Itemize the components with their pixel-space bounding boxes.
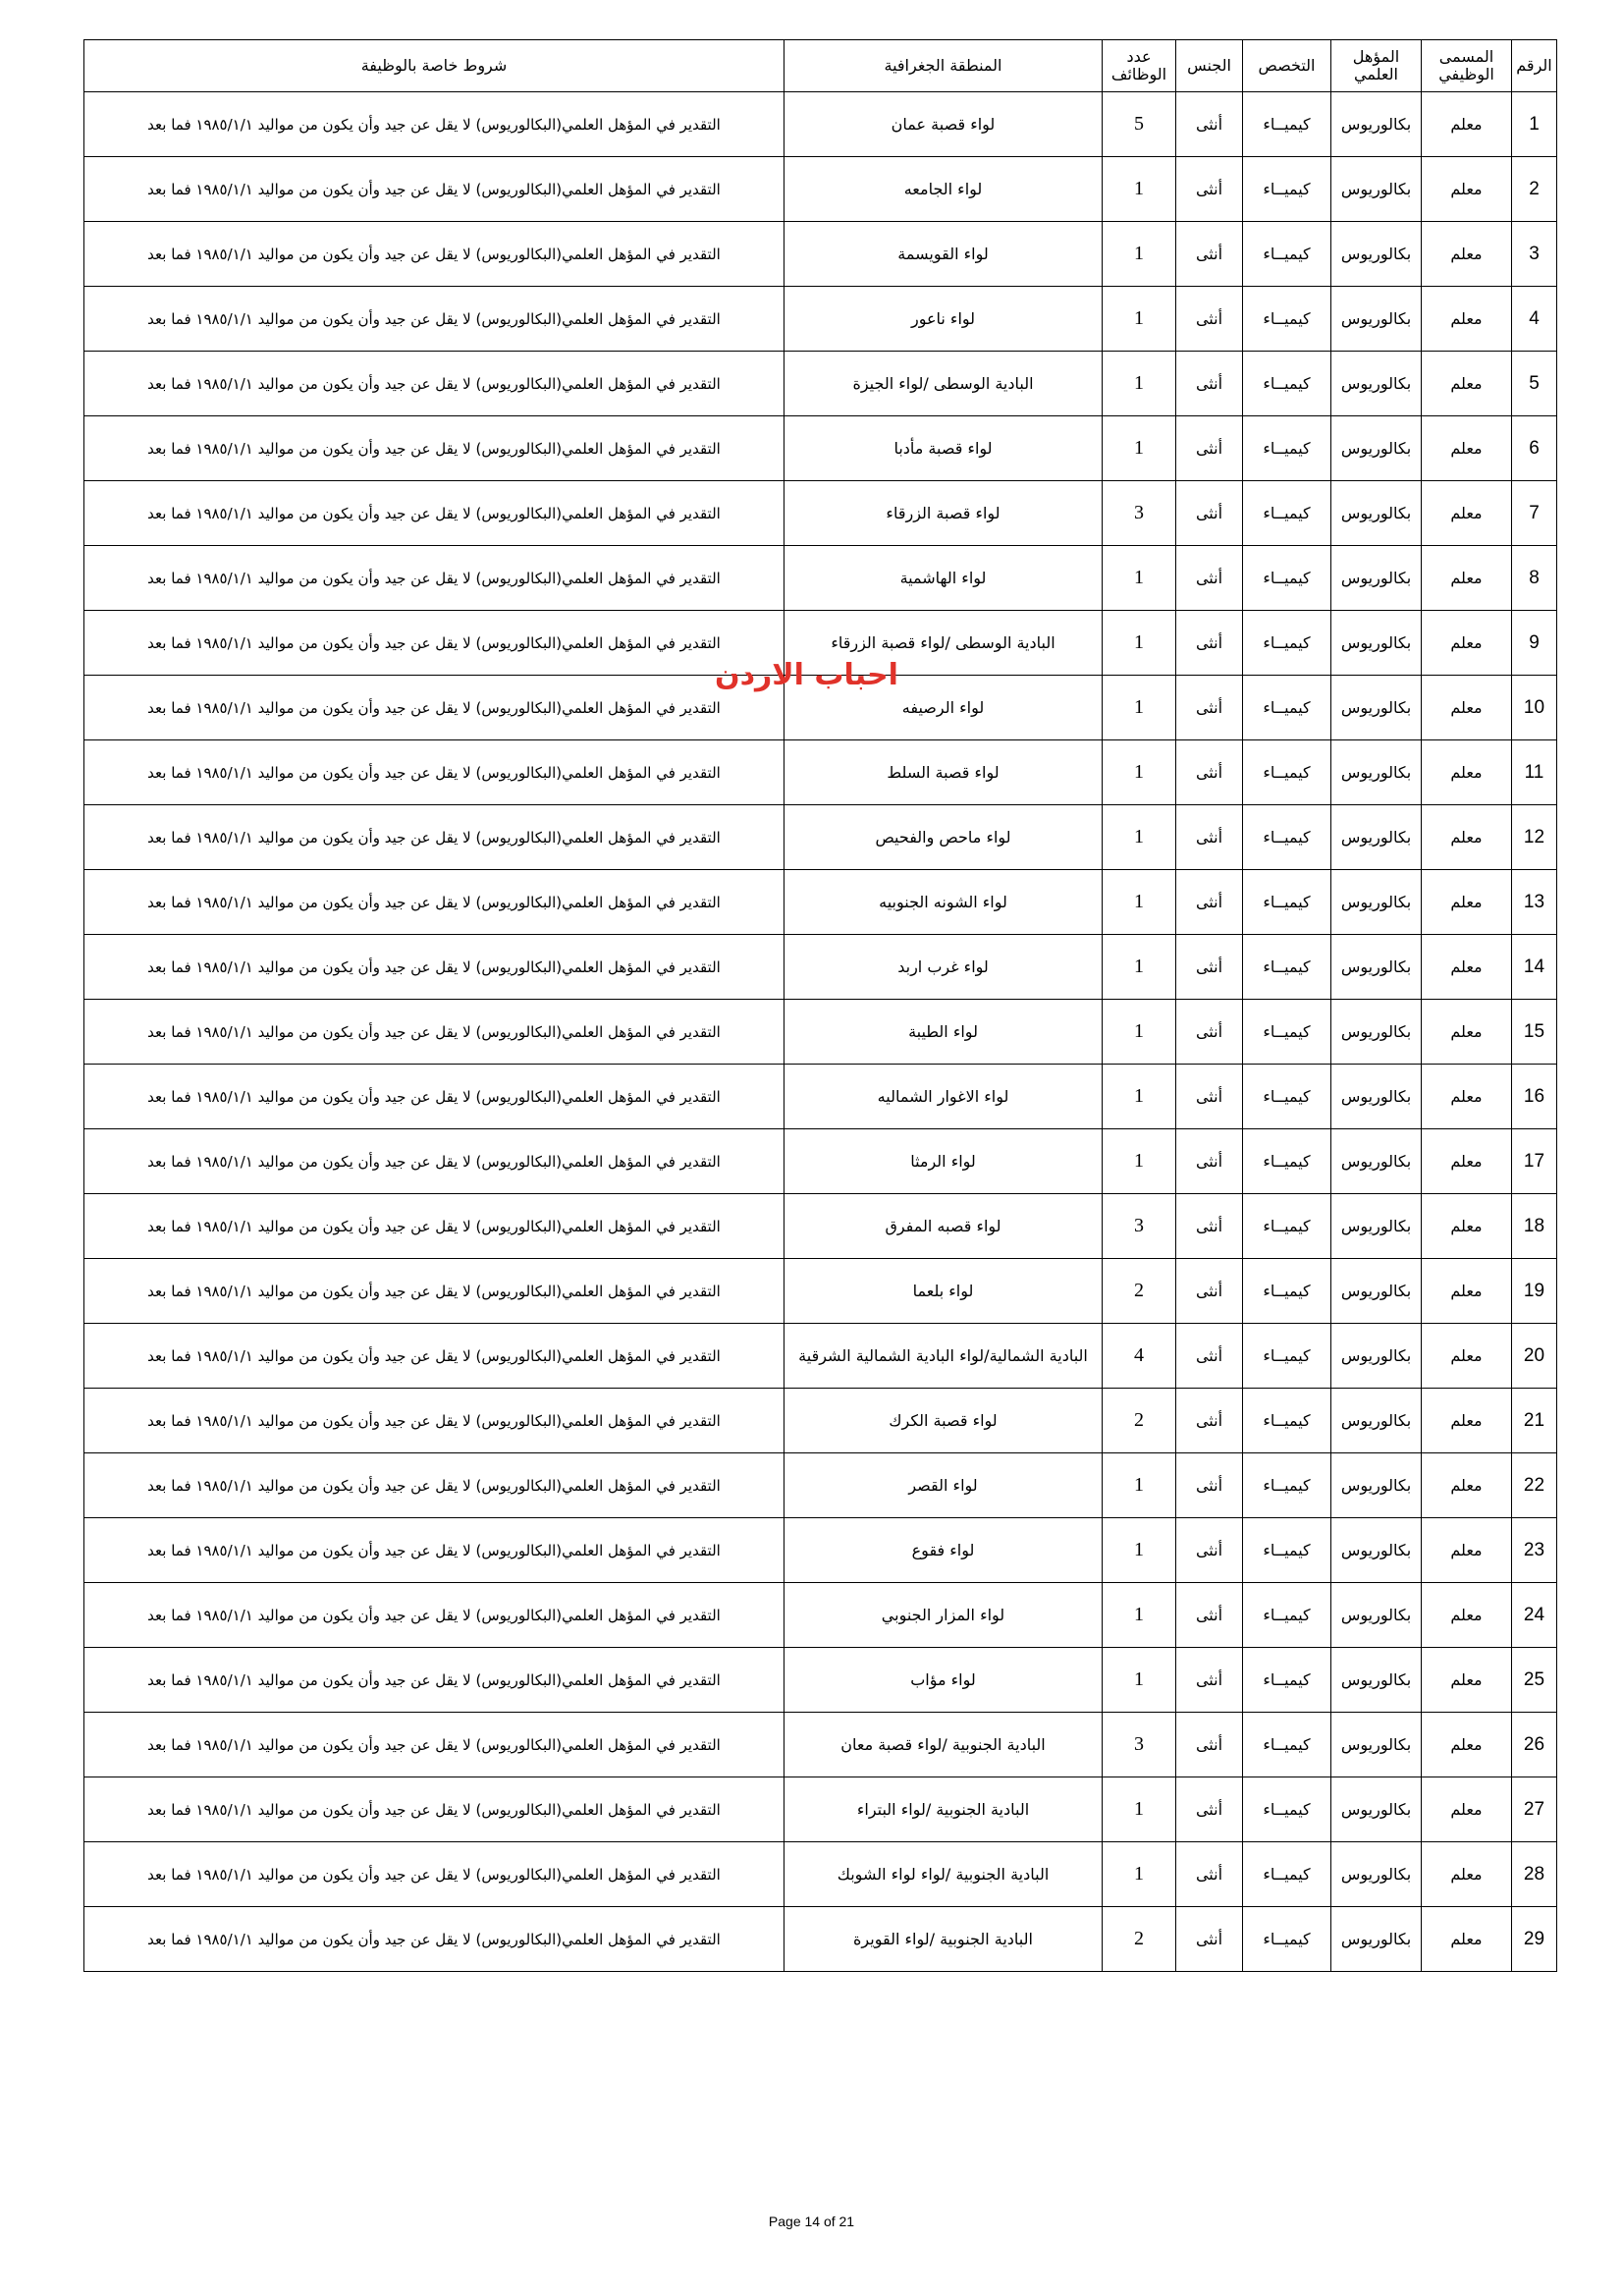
cell-region: لواء قصبة مأدبا [784, 416, 1103, 481]
cell-job-title: معلم [1422, 1324, 1512, 1389]
cell-number: 14 [1512, 935, 1557, 1000]
cell-number: 19 [1512, 1259, 1557, 1324]
cell-gender: أنثى [1176, 935, 1243, 1000]
cell-count: 1 [1103, 1129, 1176, 1194]
table-row [84, 1065, 1557, 1129]
cell-gender: أنثى [1176, 1518, 1243, 1583]
cell-qualification: بكالوريوس [1331, 1907, 1422, 1972]
cell-conditions: التقدير في المؤهل العلمي(البكالوريوس) لا يقل عن جيد وأن يكون من مواليد ١٩٨٥/١/١ فما بعد [84, 1389, 784, 1453]
cell-gender: أنثى [1176, 416, 1243, 481]
table-row [84, 1583, 1557, 1648]
table-row [84, 222, 1557, 287]
cell-conditions: التقدير في المؤهل العلمي(البكالوريوس) لا يقل عن جيد وأن يكون من مواليد ١٩٨٥/١/١ فما بعد [84, 352, 784, 416]
cell-job-title: معلم [1422, 1842, 1512, 1907]
cell-region: لواء مؤاب [784, 1648, 1103, 1713]
cell-conditions: التقدير في المؤهل العلمي(البكالوريوس) لا يقل عن جيد وأن يكون من مواليد ١٩٨٥/١/١ فما بعد [84, 1129, 784, 1194]
header-qualification: المؤهل العلمي [1331, 40, 1422, 92]
cell-job-title: معلم [1422, 416, 1512, 481]
cell-qualification: بكالوريوس [1331, 1583, 1422, 1648]
cell-job-title: معلم [1422, 1259, 1512, 1324]
cell-count: 1 [1103, 1000, 1176, 1065]
cell-number: 24 [1512, 1583, 1557, 1648]
cell-region: لواء ناعور [784, 287, 1103, 352]
cell-number: 6 [1512, 416, 1557, 481]
cell-gender: أنثى [1176, 1713, 1243, 1777]
cell-conditions: التقدير في المؤهل العلمي(البكالوريوس) لا يقل عن جيد وأن يكون من مواليد ١٩٨٥/١/١ فما بعد [84, 416, 784, 481]
table-row [84, 287, 1557, 352]
cell-specialization: كيميــاء [1243, 1065, 1331, 1129]
cell-job-title: معلم [1422, 1194, 1512, 1259]
cell-conditions: التقدير في المؤهل العلمي(البكالوريوس) لا يقل عن جيد وأن يكون من مواليد ١٩٨٥/١/١ فما بعد [84, 157, 784, 222]
cell-count: 1 [1103, 1453, 1176, 1518]
cell-region: لواء قصبه المفرق [784, 1194, 1103, 1259]
cell-conditions: التقدير في المؤهل العلمي(البكالوريوس) لا يقل عن جيد وأن يكون من مواليد ١٩٨٥/١/١ فما بعد [84, 1907, 784, 1972]
cell-region: البادية الوسطى /لواء الجيزة [784, 352, 1103, 416]
cell-region: لواء فقوع [784, 1518, 1103, 1583]
cell-qualification: بكالوريوس [1331, 805, 1422, 870]
cell-gender: أنثى [1176, 1324, 1243, 1389]
cell-qualification: بكالوريوس [1331, 352, 1422, 416]
cell-gender: أنثى [1176, 92, 1243, 157]
cell-count: 1 [1103, 352, 1176, 416]
cell-specialization: كيميــاء [1243, 1518, 1331, 1583]
cell-count: 3 [1103, 1713, 1176, 1777]
cell-region: لواء الرمثا [784, 1129, 1103, 1194]
cell-conditions: التقدير في المؤهل العلمي(البكالوريوس) لا يقل عن جيد وأن يكون من مواليد ١٩٨٥/١/١ فما بعد [84, 1777, 784, 1842]
cell-qualification: بكالوريوس [1331, 740, 1422, 805]
cell-count: 1 [1103, 935, 1176, 1000]
cell-number: 26 [1512, 1713, 1557, 1777]
cell-conditions: التقدير في المؤهل العلمي(البكالوريوس) لا يقل عن جيد وأن يكون من مواليد ١٩٨٥/١/١ فما بعد [84, 546, 784, 611]
cell-gender: أنثى [1176, 352, 1243, 416]
cell-conditions: التقدير في المؤهل العلمي(البكالوريوس) لا يقل عن جيد وأن يكون من مواليد ١٩٨٥/١/١ فما بعد [84, 1000, 784, 1065]
cell-number: 1 [1512, 92, 1557, 157]
cell-region: لواء ماحص والفحيص [784, 805, 1103, 870]
cell-qualification: بكالوريوس [1331, 870, 1422, 935]
cell-region: لواء قصبة السلط [784, 740, 1103, 805]
cell-count: 1 [1103, 1518, 1176, 1583]
table-row [84, 1518, 1557, 1583]
cell-qualification: بكالوريوس [1331, 676, 1422, 740]
cell-region: لواء القويسمة [784, 222, 1103, 287]
cell-qualification: بكالوريوس [1331, 1389, 1422, 1453]
cell-region: لواء الرصيفه [784, 676, 1103, 740]
cell-job-title: معلم [1422, 481, 1512, 546]
cell-region: لواء الاغوار الشماليه [784, 1065, 1103, 1129]
cell-number: 5 [1512, 352, 1557, 416]
cell-job-title: معلم [1422, 740, 1512, 805]
cell-gender: أنثى [1176, 1000, 1243, 1065]
watermark: احباب الاردن [715, 658, 898, 692]
cell-qualification: بكالوريوس [1331, 935, 1422, 1000]
table-row [84, 157, 1557, 222]
cell-gender: أنثى [1176, 1259, 1243, 1324]
cell-specialization: كيميــاء [1243, 1842, 1331, 1907]
cell-number: 7 [1512, 481, 1557, 546]
cell-gender: أنثى [1176, 1777, 1243, 1842]
cell-conditions: التقدير في المؤهل العلمي(البكالوريوس) لا يقل عن جيد وأن يكون من مواليد ١٩٨٥/١/١ فما بعد [84, 1583, 784, 1648]
cell-gender: أنثى [1176, 222, 1243, 287]
table-row [84, 805, 1557, 870]
cell-specialization: كيميــاء [1243, 92, 1331, 157]
cell-specialization: كيميــاء [1243, 546, 1331, 611]
cell-region: البادية الجنوبية /لواء قصبة معان [784, 1713, 1103, 1777]
table-row [84, 1000, 1557, 1065]
cell-job-title: معلم [1422, 352, 1512, 416]
header-region: المنطقة الجغرافية [784, 40, 1103, 92]
header-job-title: المسمى الوظيفي [1422, 40, 1512, 92]
cell-region: لواء الهاشمية [784, 546, 1103, 611]
cell-specialization: كيميــاء [1243, 157, 1331, 222]
cell-conditions: التقدير في المؤهل العلمي(البكالوريوس) لا يقل عن جيد وأن يكون من مواليد ١٩٨٥/١/١ فما بعد [84, 676, 784, 740]
cell-qualification: بكالوريوس [1331, 546, 1422, 611]
table-row [84, 352, 1557, 416]
cell-count: 5 [1103, 92, 1176, 157]
cell-qualification: بكالوريوس [1331, 1842, 1422, 1907]
cell-qualification: بكالوريوس [1331, 1518, 1422, 1583]
cell-gender: أنثى [1176, 1389, 1243, 1453]
table-row [84, 1259, 1557, 1324]
cell-number: 25 [1512, 1648, 1557, 1713]
cell-conditions: التقدير في المؤهل العلمي(البكالوريوس) لا يقل عن جيد وأن يكون من مواليد ١٩٨٥/١/١ فما بعد [84, 805, 784, 870]
cell-specialization: كيميــاء [1243, 1194, 1331, 1259]
cell-specialization: كيميــاء [1243, 1259, 1331, 1324]
cell-job-title: معلم [1422, 870, 1512, 935]
table-row [84, 546, 1557, 611]
cell-number: 17 [1512, 1129, 1557, 1194]
table-row [84, 1129, 1557, 1194]
cell-specialization: كيميــاء [1243, 805, 1331, 870]
table-row [84, 1713, 1557, 1777]
cell-region: لواء غرب اربد [784, 935, 1103, 1000]
cell-conditions: التقدير في المؤهل العلمي(البكالوريوس) لا يقل عن جيد وأن يكون من مواليد ١٩٨٥/١/١ فما بعد [84, 870, 784, 935]
cell-qualification: بكالوريوس [1331, 1777, 1422, 1842]
cell-gender: أنثى [1176, 676, 1243, 740]
cell-gender: أنثى [1176, 481, 1243, 546]
table-row [84, 1453, 1557, 1518]
cell-specialization: كيميــاء [1243, 1713, 1331, 1777]
cell-number: 10 [1512, 676, 1557, 740]
cell-qualification: بكالوريوس [1331, 1324, 1422, 1389]
table-row [84, 1842, 1557, 1907]
cell-region: البادية الوسطى /لواء قصبة الزرقاء [784, 611, 1103, 676]
cell-specialization: كيميــاء [1243, 287, 1331, 352]
cell-count: 1 [1103, 546, 1176, 611]
cell-count: 1 [1103, 740, 1176, 805]
cell-conditions: التقدير في المؤهل العلمي(البكالوريوس) لا يقل عن جيد وأن يكون من مواليد ١٩٨٥/١/١ فما بعد [84, 1453, 784, 1518]
table-body [84, 92, 1557, 1972]
cell-number: 11 [1512, 740, 1557, 805]
cell-count: 1 [1103, 287, 1176, 352]
cell-qualification: بكالوريوس [1331, 1648, 1422, 1713]
cell-qualification: بكالوريوس [1331, 1194, 1422, 1259]
cell-conditions: التقدير في المؤهل العلمي(البكالوريوس) لا يقل عن جيد وأن يكون من مواليد ١٩٨٥/١/١ فما بعد [84, 481, 784, 546]
cell-count: 1 [1103, 1777, 1176, 1842]
cell-region: البادية الجنوبية /لواء البتراء [784, 1777, 1103, 1842]
cell-specialization: كيميــاء [1243, 1583, 1331, 1648]
cell-region: لواء الشونه الجنوبيه [784, 870, 1103, 935]
table-row [84, 740, 1557, 805]
cell-region: البادية الشمالية/لواء البادية الشمالية الشرقية [784, 1324, 1103, 1389]
cell-gender: أنثى [1176, 611, 1243, 676]
cell-number: 8 [1512, 546, 1557, 611]
header-gender: الجنس [1176, 40, 1243, 92]
cell-region: لواء الطيبة [784, 1000, 1103, 1065]
cell-conditions: التقدير في المؤهل العلمي(البكالوريوس) لا يقل عن جيد وأن يكون من مواليد ١٩٨٥/١/١ فما بعد [84, 1648, 784, 1713]
table-row [84, 1907, 1557, 1972]
cell-specialization: كيميــاء [1243, 481, 1331, 546]
cell-conditions: التقدير في المؤهل العلمي(البكالوريوس) لا يقل عن جيد وأن يكون من مواليد ١٩٨٥/١/١ فما بعد [84, 1713, 784, 1777]
cell-conditions: التقدير في المؤهل العلمي(البكالوريوس) لا يقل عن جيد وأن يكون من مواليد ١٩٨٥/١/١ فما بعد [84, 1324, 784, 1389]
jobs-table [83, 39, 1557, 1972]
cell-job-title: معلم [1422, 1389, 1512, 1453]
cell-job-title: معلم [1422, 1648, 1512, 1713]
cell-qualification: بكالوريوس [1331, 1259, 1422, 1324]
cell-gender: أنثى [1176, 157, 1243, 222]
cell-job-title: معلم [1422, 805, 1512, 870]
cell-region: البادية الجنوبية /لواء لواء الشوبك [784, 1842, 1103, 1907]
cell-specialization: كيميــاء [1243, 870, 1331, 935]
cell-specialization: كيميــاء [1243, 935, 1331, 1000]
cell-conditions: التقدير في المؤهل العلمي(البكالوريوس) لا يقل عن جيد وأن يكون من مواليد ١٩٨٥/١/١ فما بعد [84, 1842, 784, 1907]
cell-number: 4 [1512, 287, 1557, 352]
header-specialization: التخصص [1243, 40, 1331, 92]
cell-job-title: معلم [1422, 1129, 1512, 1194]
cell-region: البادية الجنوبية /لواء القويرة [784, 1907, 1103, 1972]
cell-count: 1 [1103, 870, 1176, 935]
cell-number: 29 [1512, 1907, 1557, 1972]
cell-qualification: بكالوريوس [1331, 1000, 1422, 1065]
cell-count: 3 [1103, 481, 1176, 546]
cell-count: 1 [1103, 1648, 1176, 1713]
cell-specialization: كيميــاء [1243, 611, 1331, 676]
cell-qualification: بكالوريوس [1331, 611, 1422, 676]
cell-specialization: كيميــاء [1243, 1129, 1331, 1194]
cell-gender: أنثى [1176, 1907, 1243, 1972]
cell-qualification: بكالوريوس [1331, 92, 1422, 157]
cell-gender: أنثى [1176, 1453, 1243, 1518]
cell-count: 1 [1103, 676, 1176, 740]
cell-specialization: كيميــاء [1243, 1777, 1331, 1842]
cell-number: 23 [1512, 1518, 1557, 1583]
cell-specialization: كيميــاء [1243, 740, 1331, 805]
cell-specialization: كيميــاء [1243, 352, 1331, 416]
table-row [84, 1389, 1557, 1453]
cell-number: 28 [1512, 1842, 1557, 1907]
table-row [84, 1194, 1557, 1259]
cell-gender: أنثى [1176, 740, 1243, 805]
header-row [84, 40, 1557, 92]
cell-conditions: التقدير في المؤهل العلمي(البكالوريوس) لا يقل عن جيد وأن يكون من مواليد ١٩٨٥/١/١ فما بعد [84, 287, 784, 352]
cell-gender: أنثى [1176, 546, 1243, 611]
cell-conditions: التقدير في المؤهل العلمي(البكالوريوس) لا يقل عن جيد وأن يكون من مواليد ١٩٨٥/١/١ فما بعد [84, 1518, 784, 1583]
cell-gender: أنثى [1176, 805, 1243, 870]
cell-region: لواء القصر [784, 1453, 1103, 1518]
cell-number: 20 [1512, 1324, 1557, 1389]
cell-number: 27 [1512, 1777, 1557, 1842]
cell-count: 1 [1103, 805, 1176, 870]
cell-gender: أنثى [1176, 870, 1243, 935]
cell-conditions: التقدير في المؤهل العلمي(البكالوريوس) لا يقل عن جيد وأن يكون من مواليد ١٩٨٥/١/١ فما بعد [84, 92, 784, 157]
cell-region: لواء قصبة الكرك [784, 1389, 1103, 1453]
page-footer: Page 14 of 21 [768, 2214, 855, 2229]
cell-count: 1 [1103, 416, 1176, 481]
cell-job-title: معلم [1422, 157, 1512, 222]
cell-qualification: بكالوريوس [1331, 287, 1422, 352]
cell-gender: أنثى [1176, 1129, 1243, 1194]
cell-region: لواء قصبة الزرقاء [784, 481, 1103, 546]
cell-qualification: بكالوريوس [1331, 1453, 1422, 1518]
table-row [84, 1324, 1557, 1389]
cell-number: 15 [1512, 1000, 1557, 1065]
cell-qualification: بكالوريوس [1331, 1713, 1422, 1777]
cell-count: 3 [1103, 1194, 1176, 1259]
cell-job-title: معلم [1422, 611, 1512, 676]
table-row [84, 1777, 1557, 1842]
cell-number: 3 [1512, 222, 1557, 287]
header-number: الرقم [1512, 40, 1557, 92]
cell-conditions: التقدير في المؤهل العلمي(البكالوريوس) لا يقل عن جيد وأن يكون من مواليد ١٩٨٥/١/١ فما بعد [84, 611, 784, 676]
cell-count: 1 [1103, 1842, 1176, 1907]
cell-job-title: معلم [1422, 935, 1512, 1000]
cell-number: 22 [1512, 1453, 1557, 1518]
cell-count: 1 [1103, 222, 1176, 287]
cell-number: 9 [1512, 611, 1557, 676]
cell-conditions: التقدير في المؤهل العلمي(البكالوريوس) لا يقل عن جيد وأن يكون من مواليد ١٩٨٥/١/١ فما بعد [84, 1065, 784, 1129]
cell-qualification: بكالوريوس [1331, 1065, 1422, 1129]
cell-job-title: معلم [1422, 1713, 1512, 1777]
cell-count: 4 [1103, 1324, 1176, 1389]
cell-job-title: معلم [1422, 1907, 1512, 1972]
cell-number: 13 [1512, 870, 1557, 935]
header-count: عدد الوظائف [1103, 40, 1176, 92]
cell-gender: أنثى [1176, 1842, 1243, 1907]
table-row [84, 935, 1557, 1000]
header-conditions: شروط خاصة بالوظيفة [84, 40, 784, 92]
table-row [84, 416, 1557, 481]
cell-job-title: معلم [1422, 92, 1512, 157]
cell-job-title: معلم [1422, 1453, 1512, 1518]
cell-job-title: معلم [1422, 222, 1512, 287]
cell-qualification: بكالوريوس [1331, 157, 1422, 222]
cell-gender: أنثى [1176, 287, 1243, 352]
cell-conditions: التقدير في المؤهل العلمي(البكالوريوس) لا يقل عن جيد وأن يكون من مواليد ١٩٨٥/١/١ فما بعد [84, 1194, 784, 1259]
table-row [84, 92, 1557, 157]
cell-count: 1 [1103, 1065, 1176, 1129]
cell-qualification: بكالوريوس [1331, 416, 1422, 481]
cell-specialization: كيميــاء [1243, 1907, 1331, 1972]
cell-job-title: معلم [1422, 1777, 1512, 1842]
cell-job-title: معلم [1422, 287, 1512, 352]
table-row [84, 1648, 1557, 1713]
cell-region: لواء قصبة عمان [784, 92, 1103, 157]
cell-job-title: معلم [1422, 546, 1512, 611]
cell-specialization: كيميــاء [1243, 1000, 1331, 1065]
cell-number: 2 [1512, 157, 1557, 222]
cell-conditions: التقدير في المؤهل العلمي(البكالوريوس) لا يقل عن جيد وأن يكون من مواليد ١٩٨٥/١/١ فما بعد [84, 222, 784, 287]
table-row [84, 481, 1557, 546]
cell-specialization: كيميــاء [1243, 1453, 1331, 1518]
cell-job-title: معلم [1422, 1518, 1512, 1583]
cell-region: لواء المزار الجنوبي [784, 1583, 1103, 1648]
cell-number: 18 [1512, 1194, 1557, 1259]
cell-count: 1 [1103, 611, 1176, 676]
cell-gender: أنثى [1176, 1648, 1243, 1713]
cell-specialization: كيميــاء [1243, 1389, 1331, 1453]
cell-count: 2 [1103, 1259, 1176, 1324]
cell-count: 2 [1103, 1907, 1176, 1972]
cell-number: 21 [1512, 1389, 1557, 1453]
cell-specialization: كيميــاء [1243, 222, 1331, 287]
cell-count: 1 [1103, 157, 1176, 222]
cell-number: 16 [1512, 1065, 1557, 1129]
cell-count: 1 [1103, 1583, 1176, 1648]
cell-gender: أنثى [1176, 1194, 1243, 1259]
cell-number: 12 [1512, 805, 1557, 870]
table-row [84, 870, 1557, 935]
cell-region: لواء بلعما [784, 1259, 1103, 1324]
cell-conditions: التقدير في المؤهل العلمي(البكالوريوس) لا يقل عن جيد وأن يكون من مواليد ١٩٨٥/١/١ فما بعد [84, 740, 784, 805]
cell-region: لواء الجامعه [784, 157, 1103, 222]
cell-gender: أنثى [1176, 1065, 1243, 1129]
cell-specialization: كيميــاء [1243, 676, 1331, 740]
cell-conditions: التقدير في المؤهل العلمي(البكالوريوس) لا يقل عن جيد وأن يكون من مواليد ١٩٨٥/١/١ فما بعد [84, 1259, 784, 1324]
cell-qualification: بكالوريوس [1331, 1129, 1422, 1194]
cell-job-title: معلم [1422, 1583, 1512, 1648]
cell-specialization: كيميــاء [1243, 1648, 1331, 1713]
cell-gender: أنثى [1176, 1583, 1243, 1648]
cell-count: 2 [1103, 1389, 1176, 1453]
cell-job-title: معلم [1422, 676, 1512, 740]
cell-qualification: بكالوريوس [1331, 222, 1422, 287]
cell-qualification: بكالوريوس [1331, 481, 1422, 546]
cell-conditions: التقدير في المؤهل العلمي(البكالوريوس) لا يقل عن جيد وأن يكون من مواليد ١٩٨٥/١/١ فما بعد [84, 935, 784, 1000]
cell-specialization: كيميــاء [1243, 1324, 1331, 1389]
cell-specialization: كيميــاء [1243, 416, 1331, 481]
cell-job-title: معلم [1422, 1000, 1512, 1065]
cell-job-title: معلم [1422, 1065, 1512, 1129]
